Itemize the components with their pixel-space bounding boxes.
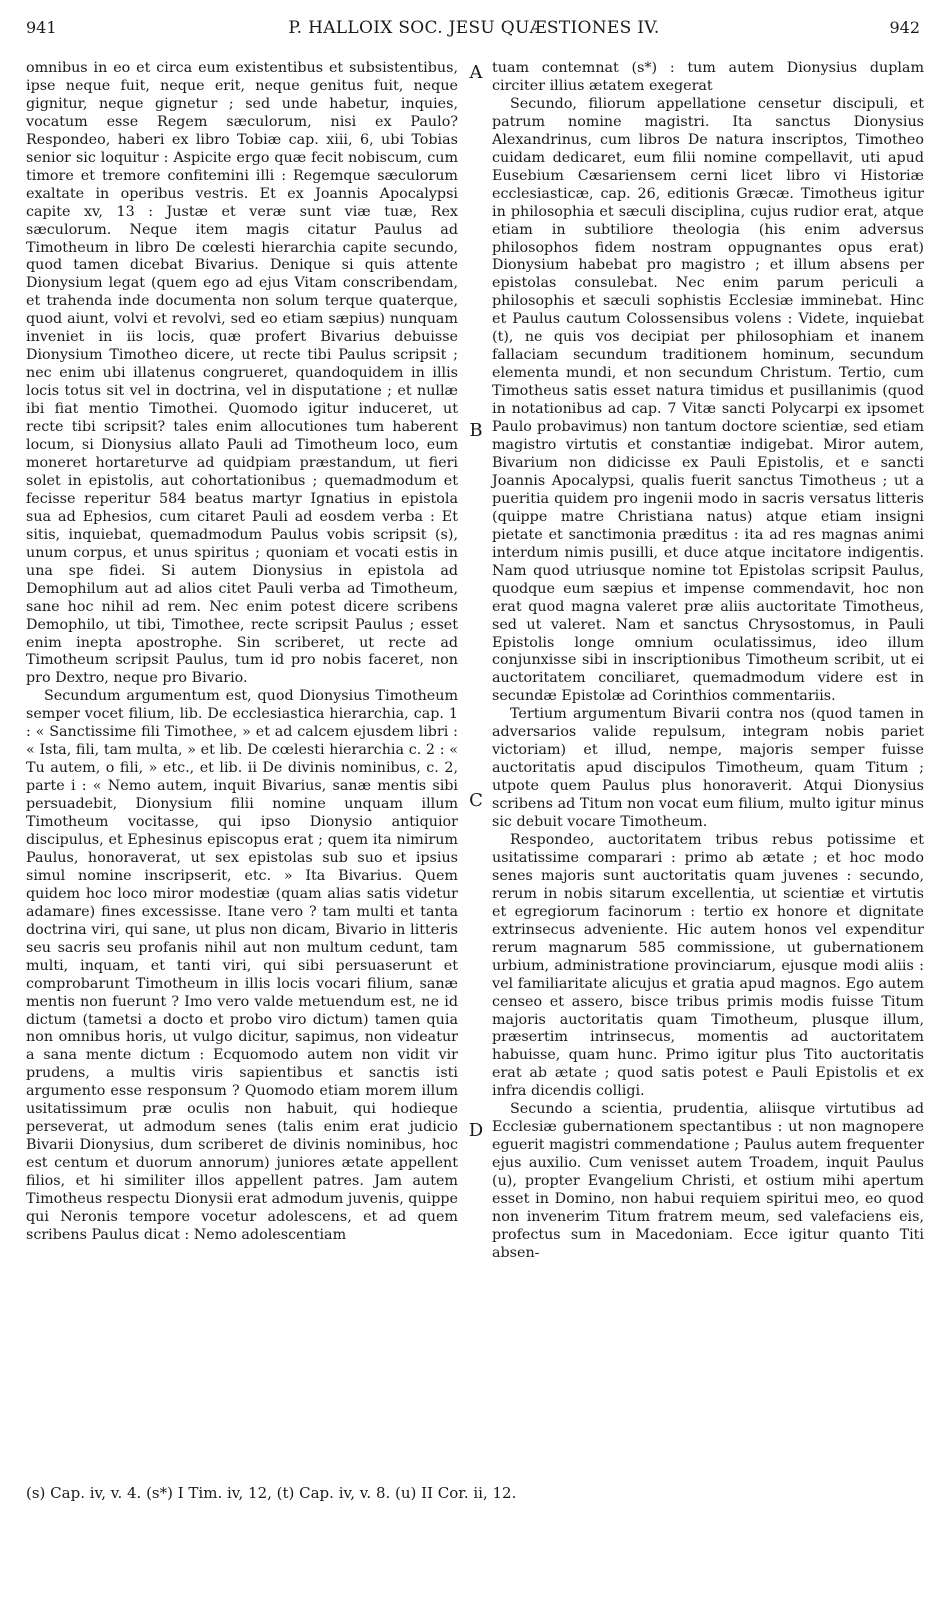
- paragraph: omnibus in eo et circa eum existentibus et subsistentibus, ipse neque fuit, neque erit, neque genitus fuit, neque gignitur, neque gignetur ; sed unde habetur, inquies, vocatum esse Regem sæculorum, nisi ex Paulo? Respondeo, haberi ex libro Tobiæ cap. xiii, 6, ubi Tobias senior sic loquitur : Aspicite ergo quæ fecit nobiscum, cum timore et tremore confitemini illi : Regemque sæculorum exaltate in operibus vestris. Et ex Joannis Apocalypsi capite xv, 13 : Justæ et veræ sunt viæ tuæ, Rex sæculorum. Neque item magis citatur Paulus ad Timotheum in libro De cœlesti hierarchia capite secundo, quod tamen dicebat Bivarius. Denique si quis attente Dionysium legat (quem ego ad ejus Vitam conscribendam, et trahenda inde documenta non solum terque quaterque, quod aiunt, volvi et revolvi, sed eo etiam sæpius) nunquam inveniet in iis locis, quæ profert Bivarius debuisse Dionysium Timotheo dicere, ut recte tibi Paulus scripsit ; nec enim ubi illatenus congrueret, quandoquidem in illis locis totus sit vel in doctrina, vel in disputatione ; et nullæ ibi fiat mentio Timothei. Quomodo igitur induceret, ut recte tibi scripsit? tales enim allocutiones tum haberent locum, si Dionysius allato Pauli ad Timotheum loco, eum moneret hortareturve ad quidpiam præstandum, ut fieri solet in epistolis, aut cohortationibus ; quemadmodum et fecisse reperitur 584 beatus martyr Ignatius in epistola sua ad Ephesios, cum citaret Pauli ad eosdem verba : Et sitis, inquiebat, quemadmodum Paulus vobis scripsit (s), unum corpus, et unus spiritus ; quoniam et vocati estis in una spe fidei. Si autem Dionysius in epistola ad Demophilum aut ad alios citet Pauli verba ad Timotheum, sane hoc nihil ad rem. Nec enim potest dicere scribens Demophilo, ut tibi, Timothee, recte scripsit Paulus ; esset enim inepta apostrophe. Sin scriberet, ut recte ad Timotheum scripsit Paulus, tum id pro nobis faceret, non pro Dextro, neque pro Bivario.: [26, 60, 458, 687]
- paragraph: tuam contemnat (s*) : tum autem Dionysius duplam circiter illius ætatem exegerat: [492, 60, 924, 94]
- paragraph: Secundo, filiorum appellatione censetur discipuli, et patrum nomine magistri. Ita sanctus Dionysius Alexandrinus, cum libros De natura inscriptos, Timotheo cuidam dedicaret, eum filii nomine compellavit, uti apud Eusebium Cæsariensem cerni licet libro vi Historiæ ecclesiasticæ, cap. 26, editionis Græcæ. Timotheus igitur in philosophia et sæculi disciplina, cujus rudior erat, atque etiam in subtiliore theologia (his enim adversus philosophos fidem nostram oppugnantes opus erat) Dionysium habebat pro magistro ; et illum absens per epistolas consulebat. Nec enim parum periculi a philosophis et sæculi sophistis Ecclesiæ imminebat. Hinc et Paulus cautum Colossensibus volens : Videte, inquiebat (t), ne quis vos decipiat per philosophiam et inanem fallaciam secundum traditionem hominum, secundum elementa mundi, et non secundum Christum. Tertio, cum Timotheus satis esset natura timidus et pusillanimis (quod in notationibus ad cap. 7 Vitæ sancti Polycarpi ex ipsomet Paulo probavimus) non tantum doctore scientiæ, sed etiam magistro virtutis et constantiæ indigebat. Miror autem, Bivarium non didicisse ex Pauli Epistolis, et e sancti Joannis Apocalypsi, qualis fuerit sanctus Timotheus ; ut a pueritia quidem pro ingenii modo in sacris versatus litteris (quippe matre Christiana natus) atque etiam insigni pietate et sanctimonia præditus : ita ad res magnas animi interdum nimis pusilli, et duce atque incitatore indigentis. Nam quod utriusque nomine tot Epistolas scripsit Paulus, quodque eum sæpius et impense commendavit, hoc non erat quod magna valeret præ aliis auctoritate Timotheus, sed ut valeret. Nam et sanctus Chrysostomus, in Pauli Epistolis longe omnium oculatissimus, ideo illum conjunxisse sibi in inscriptionibus Timotheum scribit, ut ei auctoritatem conciliaret, quemadmodum videre est in secundæ Epistolæ ad Corinthios commentariis.: [492, 95, 924, 705]
- page-number-right: 942: [889, 18, 920, 37]
- paragraph: Respondeo, auctoritatem tribus rebus potissime et usitatissime comparari : primo ab ætate ; et hoc modo senes majoris sunt auctoritatis quam juvenes : secundo, rerum in nobis sitarum excellentia, ut scientiæ et virtutis et egregiorum facinorum : tertio ex honore et dignitate extrinsecus adveniente. Hic autem honos vel expenditur rerum magnarum 585 commissione, ut gubernationem urbium, administratione provinciarum, ejusque modi aliis : vel familiaritate alicujus et gratia apud magnos. Ego autem censeo et assero, bisce tribus primis modis fuisse Titum majoris auctoritatis quam Timotheum, plusque illum, præsertim intrinsecus, momentis ad auctoritatem habuisse, quam hunc. Primo igitur plus Tito auctoritatis erat ab ætate ; quod satis potest e Pauli Epistolis et ex infra dicendis colligi.: [492, 831, 924, 1100]
- right-column: [492, 60, 924, 1263]
- margin-letter-a: A: [469, 62, 483, 83]
- margin-letter-c: C: [469, 790, 483, 811]
- paragraph: Tertium argumentum Bivarii contra nos (quod tamen in adversarios valide repulsum, integram nobis pariet victoriam) et illud, nempe, majoris semper fuisse auctoritatis apud discipulos Timotheum, quam Titum ; utpote quem Paulus plus honoraverit. Atqui Dionysius scribens ad Titum non vocat eum filium, multo igitur minus sic debuit vocare Timotheum.: [492, 706, 924, 831]
- paragraph: Secundum argumentum est, quod Dionysius Timotheum semper vocet filium, lib. De ecclesiastica hierarchia, cap. 1 : « Sanctissime fili Timothee, » et ad calcem ejusdem libri : « Ista, fili, tam multa, » et lib. De cœlesti hierarchia c. 2 : « Tu autem, o fili, » etc., et lib. ii De divinis nominibus, c. 2, parte i : « Nemo autem, inquit Bivarius, sanæ mentis sibi persuadebit, Dionysium filii nomine unquam illum Timotheum vocitasse, qui ipso Dionysio antiquior discipulus, et Ephesinus episcopus erat ; quem ita nimirum Paulus, honoraverat, ut sex epistolas sub suo et ipsius simul nomine inscripserit, etc. » Ita Bivarius. Quem quidem hoc loco miror modestiæ (quam alias satis videtur adamare) fines excessisse. Itane vero ? tam multi et tanta doctrina viri, qui sane, ut plus non dicam, Bivario in litteris seu sacris seu profanis nihil aut non multum cedunt, tam multi, inquam, et tanti viri, qui sibi persuaserunt et comprobarunt Timotheum in illis locis vocari filium, sanæ mentis non fuerunt ? Imo vero valde metuendum est, ne id dictum (tametsi a docto et probo viro dictum) tamen quia non omnibus horis, ut vulgo dicitur, sapimus, non videatur a sana mente dictum : Ecquomodo autem non vidit vir prudens, a multis viris sapientibus et sanctis isti argumento esse responsum ? Quomodo etiam morem illum usitatissimum præ oculis non habuit, qui hodieque perseverat, ut admodum senes (talis enim erat judicio Bivarii Dionysius, dum scriberet de divinis nominibus, hoc est centum et duorum annorum) juniores ætate appellent filios, et hi similiter illos appellent patres. Jam autem Timotheus respectu Dionysii erat admodum juvenis, quippe qui Neronis tempore vocetur adolescens, et ad quem scribens Paulus dicat : Nemo adolescentiam: [26, 688, 458, 1243]
- running-head: P. HALLOIX SOC. JESU QUÆSTIONES IV.: [288, 18, 660, 38]
- footnotes: (s) Cap. iv, v. 4. (s*) I Tim. iv, 12, (t) Cap. iv, v. 8. (u) II Cor. ii, 12.: [26, 1484, 517, 1502]
- margin-letter-d: D: [468, 1120, 484, 1141]
- margin-letter-b: B: [469, 420, 483, 441]
- page-number-left: 941: [26, 18, 57, 37]
- paragraph: Secundo a scientia, prudentia, aliisque virtutibus ad Ecclesiæ gubernationem spectantibus : ut non magnopere eguerit magistri commendatione ; Paulus autem frequenter ejus auxilio. Cum venisset autem Troadem, inquit Paulus (u), propter Evangelium Christi, et ostium mihi apertum esset in Domino, non habui requiem spiritui meo, eo quod non invenerim Titum fratrem meum, sed valefaciens eis, profectus sum in Macedoniam. Ecce igitur quanto Titi absen-: [492, 1101, 924, 1261]
- left-column: [26, 60, 458, 1245]
